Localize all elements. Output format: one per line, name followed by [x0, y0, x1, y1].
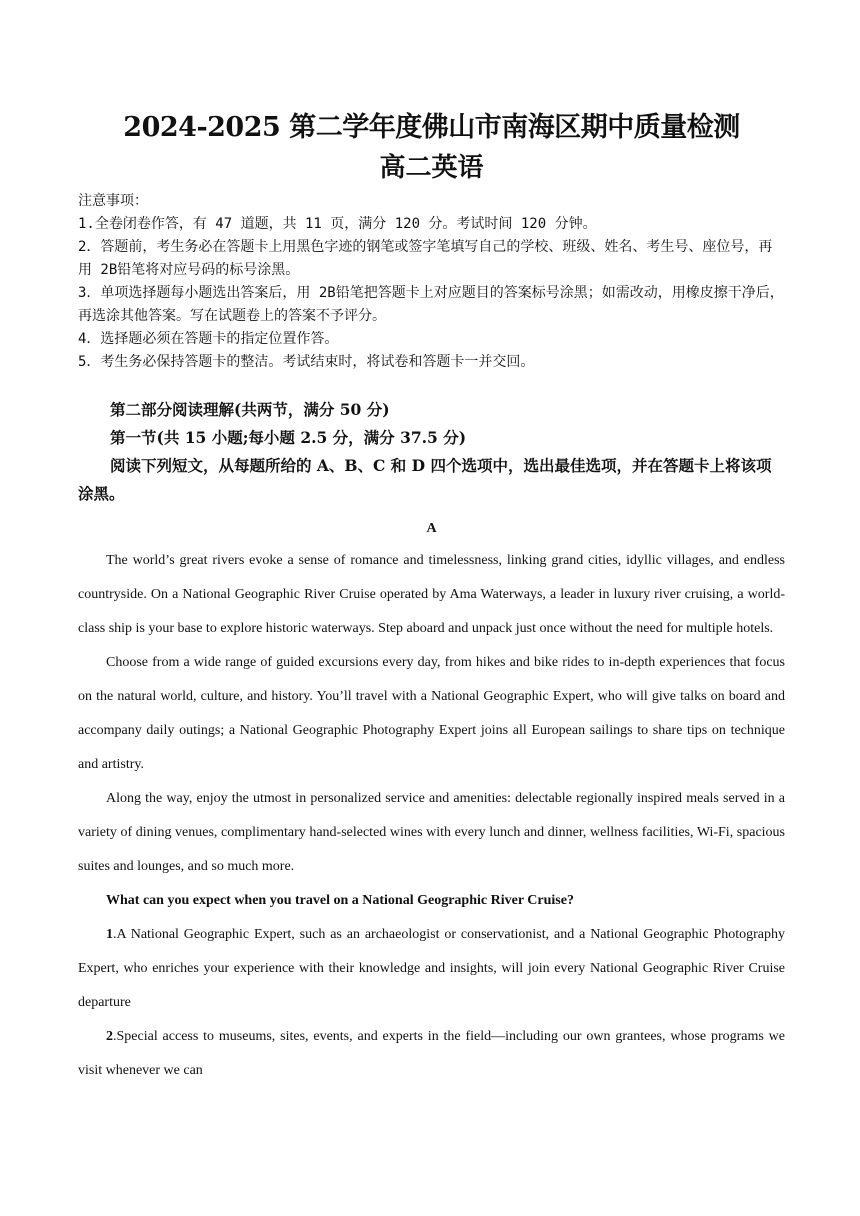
passage-paragraph: Choose from a wide range of guided excursions every day, from hikes and bike rides to in-depth experiences that focus on the natural world, culture, and history. You’ll travel with a National Geographic Expert, who will give talks on board and accompany daily outings; a National Geographic Photography Expert joins all European sailings to share tips on technique and artistry. [78, 655, 785, 772]
note-item: 1.全卷闭卷作答，有 47 道题，共 11 页，满分 120 分。考试时间 120 分钟。 [78, 216, 597, 232]
passage-paragraph: Along the way, enjoy the utmost in personalized service and amenities: delectable regionally inspired meals served in a variety of dining venues, complimentary hand-selected wines with every lunch and dinner, wellness facilities, Wi-Fi, spacious suites and lounges, and so much more. [78, 791, 785, 874]
note-item: 2．答题前，考生务必在答题卡上用黑色字迹的钢笔或签字笔填写自己的学校、班级、姓名、考生号、座位号，再用 2B铅笔将对应号码的标号涂黑。 [78, 239, 773, 278]
note-item: 4．选择题必须在答题卡的指定位置作答。 [78, 331, 339, 347]
note-item: 5．考生务必保持答题卡的整洁。考试结束时，将试卷和答题卡一并交回。 [78, 354, 535, 370]
exam-title: 2024-2025 第二学年度佛山市南海区期中质量检测 [123, 112, 740, 143]
point-text: .Special access to museums, sites, events, and experts in the field—including our own grantees, whose programs we visit whenever we can [78, 1029, 785, 1078]
point-text: .A National Geographic Expert, such as an archaeologist or conservationist, and a National Geographic Photography Expert, who enriches your experience with their knowledge and insights, will join every National Geographic River Cruise departure [78, 927, 785, 1010]
section-instruction: 阅读下列短文，从每题所给的 A、B、C 和 D 四个选项中，选出最佳选项，并在答题卡上将该项涂黑。 [78, 456, 772, 503]
notes-heading: 注意事项： [78, 193, 148, 209]
exam-notes [78, 190, 785, 374]
point-number: 1 [106, 927, 113, 942]
passage-question: What can you expect when you travel on a National Geographic River Cruise? [106, 893, 574, 908]
point-number: 2 [106, 1029, 113, 1044]
exam-subject: 高二英语 [379, 153, 484, 183]
passage-paragraph: The world’s great rivers evoke a sense of romance and timelessness, linking grand cities, idyllic villages, and endless countryside. On a National Geographic River Cruise operated by Ama Waterways, a leader in luxury river cruising, a world-class ship is your base to explore historic waterways. Step aboard and unpack just once without the need for multiple hotels. [78, 553, 785, 636]
passage-point [78, 1020, 785, 1088]
passage-letter: A [426, 521, 437, 536]
note-item: 3．单项选择题每小题选出答案后，用 2B铅笔把答题卡上对应题目的答案标号涂黑；如需改动，用橡皮擦干净后，再选涂其他答案。写在试题卷上的答案不予评分。 [78, 285, 784, 324]
part-heading: 第二部分阅读理解(共两节，满分 50 分) [110, 400, 390, 419]
passage-point [78, 918, 785, 1020]
subpart-heading: 第一节(共 15 小题;每小题 2.5 分，满分 37.5 分) [110, 428, 467, 447]
exam-page [78, 108, 785, 1088]
